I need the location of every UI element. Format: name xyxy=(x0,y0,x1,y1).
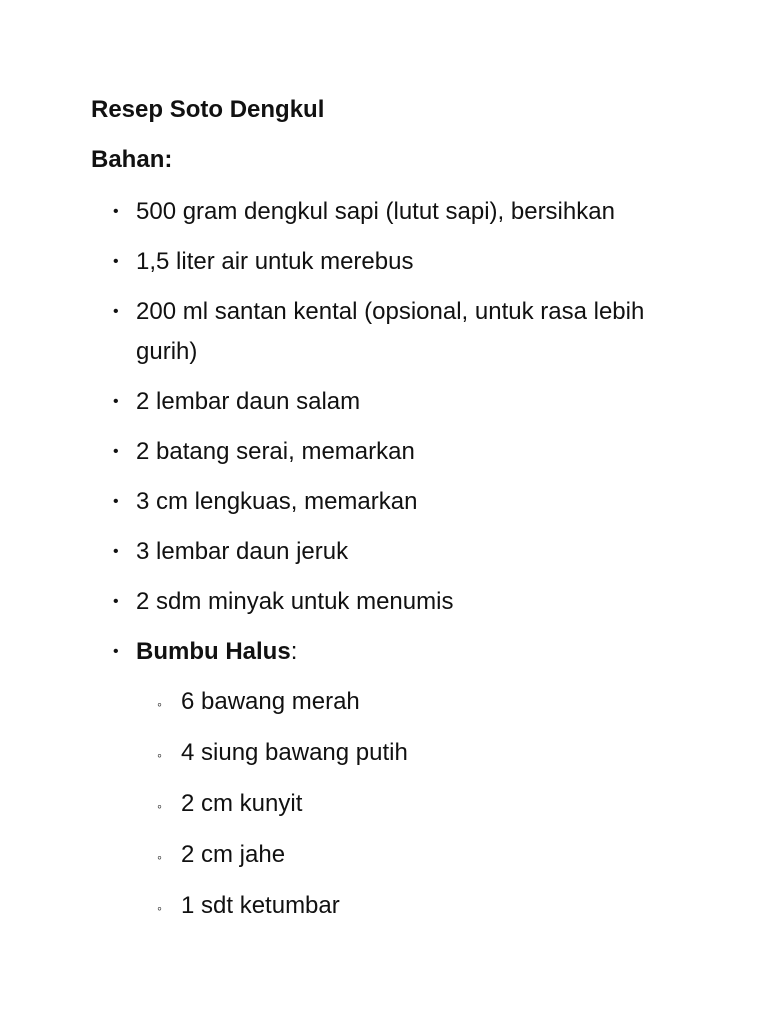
ingredient-text: 2 batang serai, memarkan xyxy=(136,438,415,465)
ingredient-text: 2 lembar daun salam xyxy=(136,388,361,415)
bullet-icon: • xyxy=(113,253,119,270)
hollow-bullet-icon: ◦ xyxy=(157,900,162,916)
bumbu-label-suffix: : xyxy=(290,638,298,665)
bumbu-item-text: 2 cm jahe xyxy=(181,841,286,868)
list-item xyxy=(91,242,691,282)
hollow-bullet-icon: ◦ xyxy=(157,849,162,865)
bullet-icon: • xyxy=(113,593,119,610)
ingredient-text: 3 lembar daun jeruk xyxy=(136,538,349,565)
list-item xyxy=(91,432,691,472)
list-item xyxy=(91,532,691,572)
bullet-icon: • xyxy=(113,643,119,660)
hollow-bullet-icon: ◦ xyxy=(157,798,162,814)
bumbu-halus-list xyxy=(136,682,691,926)
ingredient-text: 500 gram dengkul sapi (lutut sapi), bersihkan xyxy=(136,198,615,225)
sub-list-item xyxy=(136,835,691,875)
ingredient-text: 3 cm lengkuas, memarkan xyxy=(136,488,418,515)
ingredient-text: 2 sdm minyak untuk menumis xyxy=(136,588,454,615)
sub-list-item xyxy=(136,682,691,722)
sub-list-item xyxy=(136,733,691,773)
ingredient-text: 200 ml santan kental (opsional, untuk rasa lebih gurih) xyxy=(136,298,645,365)
sub-list-item xyxy=(136,886,691,926)
list-item xyxy=(91,192,691,232)
bullet-icon: • xyxy=(113,543,119,560)
list-item xyxy=(91,292,691,372)
bullet-icon: • xyxy=(113,493,119,510)
hollow-bullet-icon: ◦ xyxy=(157,747,162,763)
sub-list-item xyxy=(136,784,691,824)
bumbu-item-text: 4 siung bawang putih xyxy=(181,739,408,766)
bullet-icon: • xyxy=(113,303,119,320)
bumbu-heading xyxy=(136,632,691,672)
recipe-title: Resep Soto Dengkul xyxy=(91,96,325,123)
bumbu-item-text: 2 cm kunyit xyxy=(181,790,303,817)
ingredient-text: 1,5 liter air untuk merebus xyxy=(136,248,414,275)
recipe-document xyxy=(91,92,691,937)
list-item xyxy=(91,382,691,422)
list-item-bumbu-halus xyxy=(91,632,691,926)
bumbu-item-text: 1 sdt ketumbar xyxy=(181,892,340,919)
list-item xyxy=(91,582,691,622)
bullet-icon: • xyxy=(113,393,119,410)
bullet-icon: • xyxy=(113,443,119,460)
list-item xyxy=(91,482,691,522)
hollow-bullet-icon: ◦ xyxy=(157,696,162,712)
bumbu-item-text: 6 bawang merah xyxy=(181,688,360,715)
bumbu-label: Bumbu Halus xyxy=(136,638,291,665)
bullet-icon: • xyxy=(113,203,119,220)
ingredients-list xyxy=(91,192,691,926)
ingredients-heading: Bahan: xyxy=(91,146,173,173)
